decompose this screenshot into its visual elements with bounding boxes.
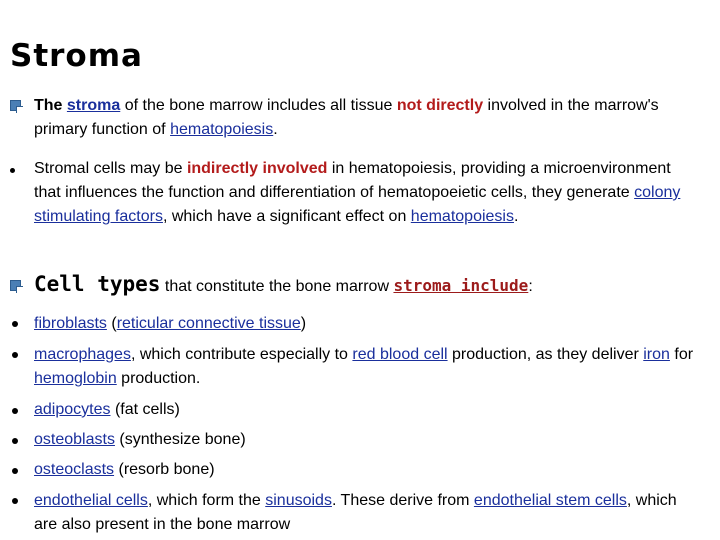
item-text: ) [300,315,307,332]
hematopoiesis-link[interactable]: hematopoiesis [170,121,274,138]
item-text: , which form the [147,492,266,509]
item-text: , which contribute especially to [130,346,353,363]
cell-types-line [34,272,694,299]
stroma-include-link[interactable]: stroma include [393,276,529,295]
stroma-link[interactable]: stroma [66,97,121,114]
bullet-dot-icon [12,498,18,504]
stromal-text-3: , which have a significant effect on [162,208,411,225]
endothelial-cells-link[interactable]: endothelial cells [34,492,148,509]
endothelial-stem-cells-link[interactable]: endothelial stem cells [473,492,627,509]
osteoblasts-link[interactable]: osteoblasts [34,431,115,448]
item-text: (fat cells) [110,401,180,418]
item-text: (synthesize bone) [114,431,246,448]
item-text: , which are also present in the bone marrow [34,492,677,533]
page-title: Stroma [10,38,143,74]
list-item [34,458,694,482]
list-item [34,343,694,391]
intro-text-2: involved in the marrow's primary function of [34,97,659,138]
list-item [34,312,694,336]
intro-paragraph [34,94,694,142]
list-item [34,398,694,422]
adipocytes-link[interactable]: adipocytes [34,401,111,418]
bullet-dot-icon [12,408,18,414]
macrophages-link[interactable]: macrophages [34,346,131,363]
stromal-text-1: Stromal cells may be [34,160,187,177]
red-blood-cell-link[interactable]: red blood cell [352,346,448,363]
item-text: . These derive from [331,492,474,509]
indirectly-involved-text: indirectly involved [186,160,328,177]
intro-the: The [34,97,63,114]
list-item [34,428,694,452]
cell-types-text-2: : [528,278,533,295]
item-text: production, as they deliver [447,346,644,363]
hematopoiesis-link-2[interactable]: hematopoiesis [410,208,514,225]
item-text: (resorb bone) [114,461,215,478]
cell-types-text-1: that constitute the bone marrow [160,278,394,295]
bullet-dot-icon [12,352,18,358]
item-text: ( [106,315,117,332]
square-bullet-icon [10,280,21,291]
sinusoids-link[interactable]: sinusoids [265,492,332,509]
bullet-dot-icon [12,321,18,327]
osteoclasts-link[interactable]: osteoclasts [34,461,115,478]
csf-link[interactable]: colony stimulating factors [34,184,681,225]
item-text: for [669,346,694,363]
fibroblasts-link[interactable]: fibroblasts [34,315,107,332]
bullet-dot-icon [12,468,18,474]
bullet-dot-icon [10,168,15,173]
intro-text-3: . [273,121,278,138]
stromal-paragraph [34,157,694,229]
stromal-text-4: . [513,208,519,225]
bullet-dot-icon [12,438,18,444]
list-item [34,489,694,537]
not-directly-text: not directly [396,97,484,114]
intro-text-1: of the bone marrow includes all tissue [120,97,397,114]
iron-link[interactable]: iron [643,346,670,363]
reticular-tissue-link[interactable]: reticular connective tissue [116,315,301,332]
stromal-text-2: in hematopoiesis, providing a microenvironment that influences the function and differentiation of hematopoeietic cells, they generate [34,160,671,201]
hemoglobin-link[interactable]: hemoglobin [34,370,117,387]
item-text: production. [116,370,201,387]
cell-types-heading: Cell types [34,272,161,296]
square-bullet-icon [10,100,21,111]
